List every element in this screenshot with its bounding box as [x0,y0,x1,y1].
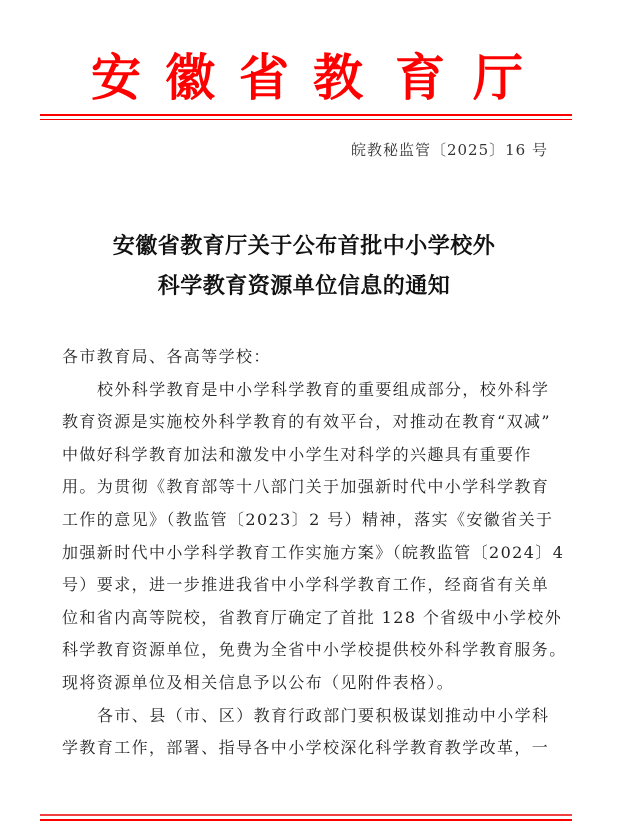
masthead-char: 安 [91,48,141,107]
body-line: 科学教育资源单位，免费为全省中小学校提供校外科学教育服务。 [62,640,567,660]
body-line: 加强新时代中小学科学教育工作实施方案》（皖教监管〔2024〕4 [62,542,565,562]
body-line: 中做好科学教育加法和激发中小学生对科学的兴趣具有重要作 [62,444,532,464]
masthead-char: 省 [239,48,289,107]
document-title-line-2: 科学教育资源单位信息的通知 [157,273,451,299]
body-line: 工作的意见》（教监管〔2023〕2 号）精神，落实《安徽省关于 [62,509,554,529]
masthead-char: 育 [395,48,445,107]
masthead-char: 厅 [473,48,523,107]
body-line: 号）要求，进一步推进我省中小学科学教育工作，经商省有关单 [62,575,550,595]
masthead [0,50,624,106]
paragraph-1 [62,374,567,700]
body-line: 位和省内高等院校，省教育厅确定了首批 128 个省级中小学校外 [62,607,563,627]
header-divider-thick [40,114,572,116]
paragraph-2 [62,700,564,765]
body-line: 用。为贯彻《教育部等十八部门关于加强新时代中小学科学教育 [62,477,550,497]
body-line: 校外科学教育是中小学科学教育的重要组成部分，校外科学 [97,379,550,399]
masthead-char: 徽 [165,48,215,107]
body-line: 现将资源单位及相关信息予以公布（见附件表格）。 [62,672,455,692]
footer-divider-thin [40,814,572,816]
document-title-line-1: 安徽省教育厅关于公布首批中小学校外 [112,233,496,259]
masthead-char: 教 [313,48,363,107]
body-line: 学教育工作，部署、指导各中小学校深化科学教育教学改革，一 [62,738,550,758]
header-divider-thin [40,119,572,120]
footer-divider-thick [40,819,572,821]
body-line: 教育资源是实施校外科学教育的有效平台，对推动在教育“双减” [62,412,551,432]
salutation: 各市教育局、各高等学校： [62,347,271,366]
document-number: 皖教秘监管〔2025〕16 号 [350,141,548,159]
body-line: 各市、县（市、区）教育行政部门要积极谋划推动中小学科 [97,705,550,725]
document-body [62,341,567,765]
